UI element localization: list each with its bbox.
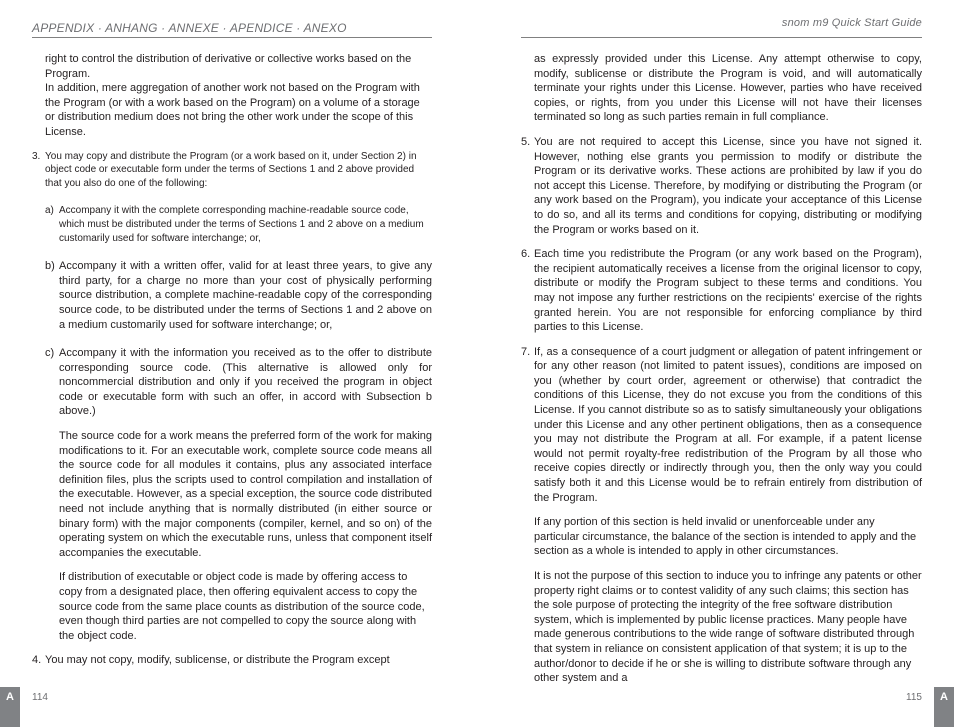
section-3-number: 3. (32, 150, 41, 162)
page-number-left: 114 (32, 692, 48, 703)
page-number-right: 115 (906, 692, 922, 703)
section-6 (521, 247, 922, 335)
appendix-tab-left: A (0, 687, 20, 727)
section-3-text: You may copy and distribute the Program (or a work based on it, under Section 2) in object code or executable form under the terms of Sections 1 and 2 above provided that you also do one of the following: (45, 150, 417, 189)
appendix-tab-right: A (934, 687, 954, 727)
section-6-text: Each time you redistribute the Program (or any work based on the Program), the recipient automatically receives a license from the original licensor to copy, distribute or modify the Program subject to these terms and conditions. You may not impose any further restrictions on the recipients' exercise of the rights granted herein. You are not responsible for enforcing compliance by third parties to this License. (534, 248, 922, 334)
clause-b (32, 259, 432, 332)
left-paragraph-continuation: right to control the distribution of derivative or collective works based on the Program. (45, 53, 412, 80)
left-paragraph-source-code: The source code for a work means the preferred form of the work for making modifications to it. For an executable work, complete source code means all the source code for all modules it contains, plus any associated interface definition files, plus the scripts used to control compilation and installation of the executable. However, as a special exception, the source code distributed need not include anything that is normally distributed (in either source or binary form) with the major components (compiler, kernel, and so on) of the operating system on which the executable runs, unless that component itself accompanies the executable. (59, 430, 433, 559)
section-3 (32, 150, 432, 191)
left-paragraph-offer-access: If distribution of executable or object code is made by offering access to copy from a designated place, then offering equivalent access to copy the source code from the same place counts as distribution of the source code, even though third parties are not compelled to copy the source along with the object code. (59, 571, 425, 642)
section-4-number: 4. (32, 654, 42, 667)
section-7 (521, 345, 922, 506)
section-5 (521, 135, 922, 237)
left-paragraph-aggregation: In addition, mere aggregation of another work not based on the Program with the Program (or with a work based on the Program) on a volume of a storage or distribution medium does not bring the other work under the scope of this License. (45, 82, 420, 138)
right-page-body (521, 52, 922, 686)
clause-a-label: a) (45, 205, 54, 217)
section-5-number: 5. (521, 135, 531, 148)
left-page-body (32, 52, 432, 668)
clause-b-label: b) (45, 260, 55, 273)
section-7-number: 7. (521, 345, 531, 358)
header-rule-left (32, 37, 432, 38)
right-paragraph-purpose: It is not the purpose of this section to induce you to infringe any patents or other property right claims or to contest validity of any such claims; this section has the sole purpose of protecting the integrity of the free software distribution system, which is implemented by public license practices. Many people have made generous contributions to the wide range of software distributed through that system in reliance on consistent application of that system; it is up to the author/donor to decide if he or she is willing to distribute software through any other system and a (534, 570, 922, 685)
clause-c (32, 346, 432, 419)
right-paragraph-invalid-portion: If any portion of this section is held invalid or unenforceable under any particular circumstance, the balance of the section is intended to apply and the section as a whole is intended to apply in other circumstances. (534, 516, 917, 558)
section-4 (32, 653, 432, 668)
clause-a-text: Accompany it with the complete corresponding machine-readable source code, which must be distributed under the terms of Sections 1 and 2 above on a medium customarily used for software interchange; or, (59, 205, 424, 244)
section-7-text: If, as a consequence of a court judgment or allegation of patent infringement or for any other reason (not limited to patent issues), conditions are imposed on you (whether by court order, agreement or otherwise) that contradict the conditions of this License, they do not excuse you from the conditions of this License. If you cannot distribute so as to satisfy simultaneously your obligations under this License and any other pertinent obligations, then as a consequence you may not distribute the Program at all. For example, if a patent license would not permit royalty-free redistribution of the Program by all those who receive copies directly or indirectly through you, then the only way you could satisfy both it and this License would be to refrain entirely from distribution of the Program. (534, 345, 922, 504)
section-6-number: 6. (521, 248, 531, 261)
clause-c-text: Accompany it with the information you received as to the offer to distribute corresponding source code. (This alternative is allowed only for noncommercial distribution and only if you received the program in object code or executable form with such an offer, in accord with Subsection b above.) (59, 347, 432, 418)
running-header-left: APPENDIX · ANHANG · ANNEXE · APENDICE · ANEXO (32, 21, 347, 35)
section-4-continuation: as expressly provided under this License. Any attempt otherwise to copy, modify, sublicense or distribute the Program is void, and will automatically terminate your rights under this License. However, parties who have received copies, or rights, from you under this License will not have their licenses terminated so long as such parties remain in full compliance. (534, 53, 922, 124)
header-rule-right (521, 37, 922, 38)
running-header-right: snom m9 Quick Start Guide (781, 17, 922, 29)
clause-a (32, 204, 432, 245)
clause-c-label: c) (45, 347, 55, 360)
clause-b-text: Accompany it with a written offer, valid for at least three years, to give any third party, for a charge no more than your cost of physically performing source distribution, a complete machine-readable copy of the corresponding source code, to be distributed under the terms of Sections 1 and 2 above on a medium customarily used for software interchange; or, (59, 260, 432, 331)
section-4-text: You may not copy, modify, sublicense, or distribute the Program except (45, 654, 390, 667)
section-5-text: You are not required to accept this License, since you have not signed it. However, nothing else grants you permission to modify or distribute the Program or its derivative works. These actions are prohibited by law if you do not accept this License. Therefore, by modifying or distributing the Program (or any work based on the Program), you indicate your acceptance of this License to do so, and all its terms and conditions for copying, distributing or modifying the Program or works based on it. (534, 135, 922, 236)
